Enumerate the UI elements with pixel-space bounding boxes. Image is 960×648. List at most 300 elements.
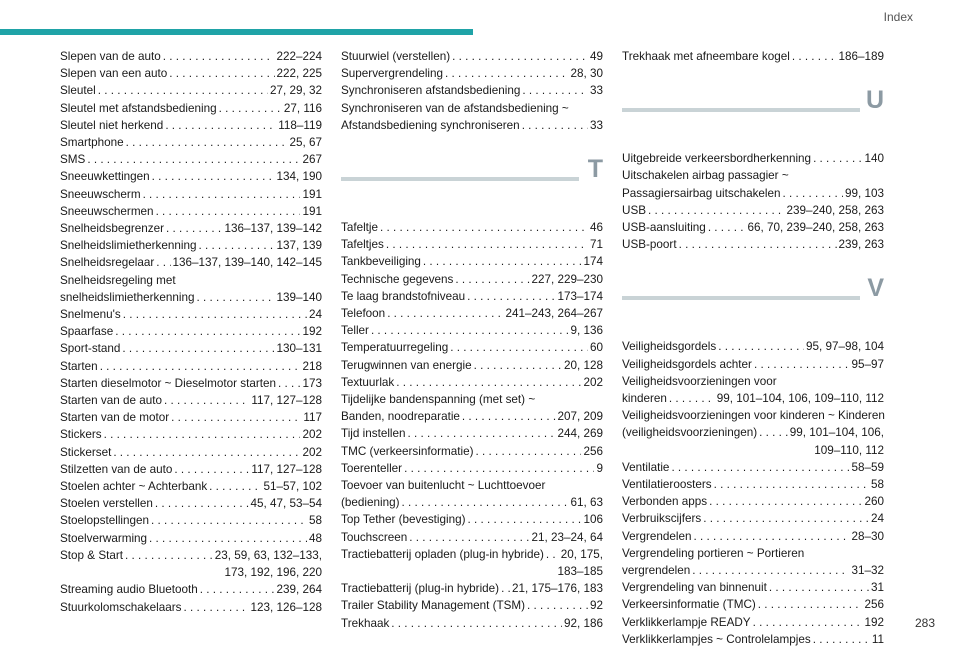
dot-leader [527, 597, 588, 614]
entry-line [60, 358, 322, 375]
dot-leader [694, 528, 850, 545]
entry-line [60, 444, 322, 461]
entry-line [60, 254, 322, 271]
entry-pages[interactable]: 9, 136 [570, 324, 603, 338]
section-rule [622, 296, 860, 300]
dot-leader [783, 185, 843, 202]
dot-leader [171, 409, 301, 426]
entry-pages[interactable]: 20, 128 [564, 358, 603, 372]
entry-term: Veiligheidsgordels achter [622, 357, 752, 371]
entry-term: Trekhaak [341, 616, 390, 630]
entry-pages[interactable]: 123, 126–128 [250, 600, 322, 614]
index-entry [622, 596, 884, 613]
index-entry [341, 48, 603, 65]
index-entry [60, 151, 322, 168]
entry-term: Stop & Start [60, 548, 124, 562]
dot-leader [522, 117, 588, 134]
index-entry [622, 202, 884, 219]
entry-pages[interactable]: 24 [308, 308, 322, 322]
entry-pages[interactable]: 191 [302, 204, 322, 218]
entry-pages[interactable]: 260 [864, 495, 884, 509]
index-entry [341, 597, 603, 614]
entry-pages[interactable]: 241–243, 264–267 [505, 307, 603, 321]
entry-term: Banden, noodreparatie [341, 410, 460, 424]
entry-pages[interactable]: 92, 186 [564, 616, 603, 630]
index-entry [341, 546, 603, 580]
entry-term: Slepen van de auto [60, 50, 161, 63]
entry-text-line: Uitschakelen airbag passagier ~ [622, 169, 789, 183]
dot-leader [679, 236, 837, 253]
entry-line [341, 615, 603, 632]
dot-leader [692, 562, 849, 579]
entry-line [60, 409, 322, 426]
entry-pages-continued[interactable]: 183–185 [557, 565, 603, 579]
entry-pages[interactable]: 192 [864, 615, 884, 629]
entry-line [622, 631, 884, 648]
entry-pages[interactable]: 24 [870, 512, 884, 526]
index-entry [622, 579, 884, 596]
section-letter: V [867, 274, 884, 303]
entry-line [341, 117, 603, 134]
entry-term: Smartphone [60, 136, 124, 150]
entry-term: Stilzetten van de auto [60, 462, 173, 476]
index-entry [622, 356, 884, 373]
entry-term: Textuurlak [341, 375, 395, 389]
entry-line [60, 599, 322, 616]
entry-line [622, 579, 884, 596]
dot-leader [462, 408, 556, 425]
entry-term: Stoelverwarming [60, 531, 148, 545]
index-entry [60, 82, 322, 99]
entry-line [622, 528, 884, 545]
entry-line [622, 476, 884, 493]
entry-line [341, 374, 603, 391]
entry-text-line: Veiligheidsvoorzieningen voor kinderen ~ Kinderen [622, 409, 885, 423]
dot-leader [754, 356, 850, 373]
entry-term: Verbruikscijfers [622, 512, 702, 526]
dot-leader [758, 596, 863, 613]
dot-leader [769, 579, 869, 596]
entry-term: Technische gegevens [341, 272, 454, 286]
dot-leader [813, 631, 870, 648]
entry-pages[interactable]: 244, 269 [557, 427, 603, 441]
entry-pages[interactable]: 173–174 [557, 289, 603, 303]
entry-pages[interactable]: 25, 67 [289, 136, 322, 150]
entry-line [60, 168, 322, 185]
index-entry [60, 461, 322, 478]
index-entry [60, 340, 322, 357]
dot-leader [113, 444, 300, 461]
entry-term: USB-poort [622, 238, 677, 252]
entry-line [622, 48, 884, 65]
index-entry [622, 476, 884, 493]
dot-leader [501, 580, 510, 597]
index-entry [341, 374, 603, 391]
index-entry [60, 237, 322, 254]
entry-line [622, 236, 884, 253]
entry-term: Trailer Stability Management (TSM) [341, 599, 526, 613]
entry-pages-continued[interactable]: 173, 192, 196, 220 [224, 566, 322, 580]
section-divider [622, 86, 884, 146]
entry-pages[interactable]: 106 [583, 513, 603, 527]
index-entry [341, 339, 603, 356]
entry-line [622, 356, 884, 373]
dot-leader [87, 151, 300, 168]
page-number: 283 [914, 616, 935, 630]
entry-pages[interactable]: 51–57, 102 [263, 480, 322, 494]
entry-term: Veiligheidsgordels [622, 340, 717, 354]
entry-line [341, 580, 603, 597]
entry-term: Snelheidsbegrenzer [60, 222, 164, 236]
entry-term: Tankbeveiliging [341, 255, 421, 269]
entry-term: Terugwinnen van energie [341, 358, 472, 372]
entry-term: Sleutel [60, 84, 96, 98]
entry-term: Stoelopstellingen [60, 514, 150, 528]
entry-line [60, 48, 322, 65]
entry-pages[interactable]: 48 [308, 531, 322, 545]
section-divider [622, 274, 884, 334]
index-entry [60, 358, 322, 375]
entry-text-line: Tijdelijke bandenspanning (met set) ~ [341, 393, 536, 407]
entry-line [60, 340, 322, 357]
index-entry [60, 65, 322, 82]
index-entry [341, 529, 603, 546]
index-entry [622, 493, 884, 510]
index-entry [622, 338, 884, 355]
entry-pages[interactable]: 202 [583, 375, 603, 389]
entry-line [341, 494, 603, 511]
dot-leader [174, 461, 249, 478]
dot-leader [156, 254, 170, 271]
index-entry [341, 580, 603, 597]
entry-term: Ventilatie [622, 460, 670, 474]
entry-pages[interactable]: 222, 225 [276, 67, 322, 81]
entry-term: Touchscreen [341, 530, 408, 544]
entry-pages[interactable]: 60 [589, 341, 603, 355]
index-entry [60, 323, 322, 340]
entry-pages[interactable]: 33 [589, 84, 603, 98]
entry-pages[interactable]: 256 [583, 444, 603, 458]
dot-leader [278, 375, 300, 392]
entry-term: Sneeuwschermen [60, 204, 154, 218]
entry-pages[interactable]: 95–97 [851, 357, 884, 371]
section-letter: T [587, 155, 603, 184]
entry-pages[interactable]: 23, 59, 63, 132–133, [214, 548, 322, 562]
dot-leader [122, 340, 274, 357]
dot-leader [404, 460, 594, 477]
entry-line [60, 478, 322, 495]
entry-term: Sneeuwkettingen [60, 170, 150, 184]
entry-term: Trekhaak met afneembare kogel [622, 50, 790, 63]
entry-pages[interactable]: 192 [302, 325, 322, 339]
index-entry [60, 272, 322, 306]
entry-line [60, 306, 322, 323]
page-header-title: Index [883, 10, 913, 24]
section-rule [341, 177, 579, 181]
entry-term: Tafeltjes [341, 238, 384, 252]
entry-line [341, 546, 603, 563]
entry-pages[interactable]: 31–32 [851, 564, 884, 578]
index-entry [622, 167, 884, 201]
entry-pages[interactable]: 239, 263 [838, 238, 884, 252]
entry-pages[interactable]: 139–140 [276, 290, 322, 304]
entry-pages[interactable]: 174 [583, 255, 603, 269]
entry-pages[interactable]: 92 [589, 599, 603, 613]
entry-line [622, 510, 884, 527]
entry-pages[interactable]: 58–59 [851, 460, 884, 474]
dot-leader [522, 82, 588, 99]
entry-pages[interactable]: 58 [870, 478, 884, 492]
entry-term: Temperatuurregeling [341, 341, 449, 355]
dot-leader [169, 65, 274, 82]
entry-text-line: Veiligheidsvoorzieningen voor [622, 374, 777, 388]
entry-pages[interactable]: 239, 264 [276, 583, 322, 597]
entry-pages[interactable]: 27, 116 [283, 101, 322, 115]
index-entry [341, 82, 603, 99]
entry-line [341, 288, 603, 305]
entry-line [341, 305, 603, 322]
entry-pages[interactable]: 66, 70, 239–240, 258, 263 [747, 221, 884, 235]
entry-term: Sleutel niet herkend [60, 118, 164, 132]
entry-pages[interactable]: 173 [302, 376, 322, 390]
entry-text-line: Toevoer van buitenlucht ~ Luchttoevoer [341, 479, 546, 493]
dot-leader [123, 306, 307, 323]
index-entry [60, 168, 322, 185]
index-column-1 [60, 48, 322, 616]
dot-leader [468, 511, 582, 528]
entry-term: Sneeuwscherm [60, 187, 141, 201]
entry-pages[interactable]: 11 [871, 632, 884, 646]
entry-term: Uitgebreide verkeersbordherkenning [622, 152, 812, 166]
entry-pages[interactable]: 222–224 [276, 50, 322, 63]
dot-leader [401, 494, 568, 511]
entry-line [341, 443, 603, 460]
dot-leader [164, 392, 249, 409]
entry-term: Starten van de auto [60, 394, 163, 408]
entry-line [622, 338, 884, 355]
section-divider [341, 155, 603, 215]
entry-pages[interactable]: 191 [302, 187, 322, 201]
index-entry [622, 510, 884, 527]
entry-pages[interactable]: 28, 30 [570, 67, 603, 81]
index-entry [622, 236, 884, 253]
dot-leader [452, 48, 588, 65]
dot-leader [200, 581, 275, 598]
entry-line [60, 186, 322, 203]
entry-pages[interactable]: 137, 139 [276, 239, 322, 253]
entry-term: Slepen van een auto [60, 67, 168, 81]
entry-term: Verklikkerlampje READY [622, 615, 751, 629]
entry-line [341, 357, 603, 374]
entry-term: SMS [60, 153, 86, 167]
dot-leader [126, 134, 288, 151]
index-entry [341, 477, 603, 511]
entry-line [622, 202, 884, 219]
index-entry [341, 271, 603, 288]
entry-pages[interactable]: 267 [302, 153, 322, 167]
index-entry [622, 459, 884, 476]
dot-leader [155, 495, 249, 512]
entry-term: Verkeersinformatie (TMC) [622, 598, 756, 612]
entry-term: Stickerset [60, 445, 112, 459]
index-entry [622, 528, 884, 545]
entry-pages[interactable]: 117, 127–128 [251, 462, 322, 476]
entry-term: Verklikkerlampjes ~ Controlelampjes [622, 632, 811, 646]
entry-line [60, 65, 322, 82]
index-entry [341, 391, 603, 425]
entry-term: Teller [341, 324, 369, 338]
dot-leader [467, 288, 555, 305]
entry-pages[interactable]: 130–131 [276, 342, 322, 356]
entry-term: Starten dieselmotor ~ Dieselmotor starten [60, 376, 276, 390]
entry-term: (bediening) [341, 496, 400, 510]
entry-term: Stoelen achter ~ Achterbank [60, 480, 208, 494]
dot-leader [671, 459, 849, 476]
entry-term: Snelheidsregelaar [60, 256, 155, 270]
entry-line [622, 390, 884, 407]
dot-leader [669, 390, 715, 407]
dot-leader [409, 529, 529, 546]
entry-term: USB-aansluiting [622, 221, 706, 235]
entry-term: Supervergrendeling [341, 67, 444, 81]
entry-line [60, 581, 322, 598]
dot-leader [709, 493, 862, 510]
entry-pages[interactable]: 58 [308, 514, 322, 528]
entry-line [60, 237, 322, 254]
dot-leader [371, 322, 569, 339]
index-entry [60, 478, 322, 495]
entry-pages[interactable]: 31 [870, 581, 884, 595]
index-entry [341, 236, 603, 253]
entry-line [60, 289, 322, 306]
entry-pages[interactable]: 136–137, 139–140, 142–145 [172, 256, 322, 270]
entry-pages[interactable]: 46 [589, 221, 603, 235]
entry-pages[interactable]: 202 [302, 445, 322, 459]
entry-line [60, 512, 322, 529]
index-entry [60, 392, 322, 409]
index-entry [60, 409, 322, 426]
index-entry [341, 425, 603, 442]
index-entry [622, 631, 884, 648]
entry-pages[interactable]: 33 [589, 118, 603, 132]
index-column-3 [622, 48, 884, 648]
entry-pages[interactable]: 136–137, 139–142 [224, 222, 322, 236]
entry-term: Snelheidslimietherkenning [60, 239, 197, 253]
dot-leader [151, 512, 307, 529]
entry-pages[interactable]: 202 [302, 428, 322, 442]
entry-pages[interactable]: 49 [589, 50, 603, 63]
entry-line [341, 236, 603, 253]
entry-term: Tijd instellen [341, 427, 406, 441]
dot-leader [149, 530, 307, 547]
entry-pages[interactable]: 71 [589, 238, 603, 252]
entry-pages[interactable]: 117 [303, 411, 322, 425]
entry-line [60, 323, 322, 340]
dot-leader [143, 186, 301, 203]
entry-term: Stuurwiel (verstellen) [341, 50, 451, 63]
entry-pages[interactable]: 134, 190 [276, 170, 322, 184]
entry-line [341, 529, 603, 546]
dot-leader [166, 220, 223, 237]
index-entry [341, 357, 603, 374]
entry-pages[interactable]: 21, 23–24, 64 [531, 530, 603, 544]
dot-leader [386, 236, 588, 253]
entry-pages[interactable]: 117, 127–128 [251, 394, 322, 408]
entry-term: Spaarfase [60, 325, 114, 339]
entry-pages[interactable]: 218 [302, 359, 322, 373]
dot-leader [197, 289, 275, 306]
entry-pages[interactable]: 140 [864, 152, 884, 166]
entry-pages[interactable]: 20, 175, [560, 547, 603, 561]
entry-term: Toerenteller [341, 461, 403, 475]
entry-pages[interactable]: 99, 101–104, 106, [789, 426, 884, 440]
entry-pages[interactable]: 28–30 [851, 529, 884, 543]
entry-pages[interactable]: 21, 175–176, 183 [512, 582, 603, 596]
entry-pages[interactable]: 95, 97–98, 104 [806, 340, 884, 354]
dot-leader [408, 425, 556, 442]
index-entry [60, 117, 322, 134]
entry-pages[interactable]: 256 [864, 598, 884, 612]
entry-line [341, 408, 603, 425]
index-entry [341, 460, 603, 477]
entry-line [341, 425, 603, 442]
entry-term: kinderen [622, 392, 667, 406]
index-entry [60, 134, 322, 151]
dot-leader [813, 150, 862, 167]
dot-leader [708, 219, 746, 236]
dot-leader [450, 339, 588, 356]
entry-pages[interactable]: 61, 63 [570, 496, 603, 510]
entry-pages[interactable]: 9 [596, 461, 603, 475]
entry-pages[interactable]: 239–240, 258, 263 [786, 203, 884, 217]
entry-pages-continued[interactable]: 109–110, 112 [814, 443, 884, 457]
index-entry [622, 407, 884, 459]
entry-pages[interactable]: 227, 229–230 [531, 272, 603, 286]
entry-term: Stuurkolomschakelaars [60, 600, 182, 614]
section-rule [622, 108, 860, 112]
entry-pages[interactable]: 186–189 [838, 50, 884, 63]
entry-term: Starten van de motor [60, 411, 170, 425]
entry-pages[interactable]: 99, 101–104, 106, 109–110, 112 [716, 392, 884, 406]
entry-line [341, 460, 603, 477]
entry-line [341, 511, 603, 528]
index-entry [622, 48, 884, 65]
entry-line [60, 461, 322, 478]
entry-pages[interactable]: 99, 103 [845, 186, 884, 200]
entry-term: Stoelen verstellen [60, 497, 153, 511]
dot-leader [423, 253, 582, 270]
dot-leader [219, 100, 282, 117]
index-entry [341, 288, 603, 305]
entry-line [60, 530, 322, 547]
dot-leader [152, 168, 275, 185]
index-entry [60, 306, 322, 323]
index-entry [622, 219, 884, 236]
dot-leader [380, 219, 588, 236]
entry-line [60, 82, 322, 99]
entry-term: USB [622, 203, 647, 217]
entry-pages[interactable]: 118–119 [278, 118, 322, 132]
index-entry [60, 512, 322, 529]
entry-pages[interactable]: 45, 47, 53–54 [250, 497, 322, 511]
entry-pages[interactable]: 27, 29, 32 [270, 84, 322, 98]
index-entry [60, 426, 322, 443]
index-entry [622, 614, 884, 631]
entry-pages[interactable]: 207, 209 [557, 410, 603, 424]
entry-term: Streaming audio Bluetooth [60, 583, 198, 597]
entry-line [60, 134, 322, 151]
index-entry [60, 100, 322, 117]
